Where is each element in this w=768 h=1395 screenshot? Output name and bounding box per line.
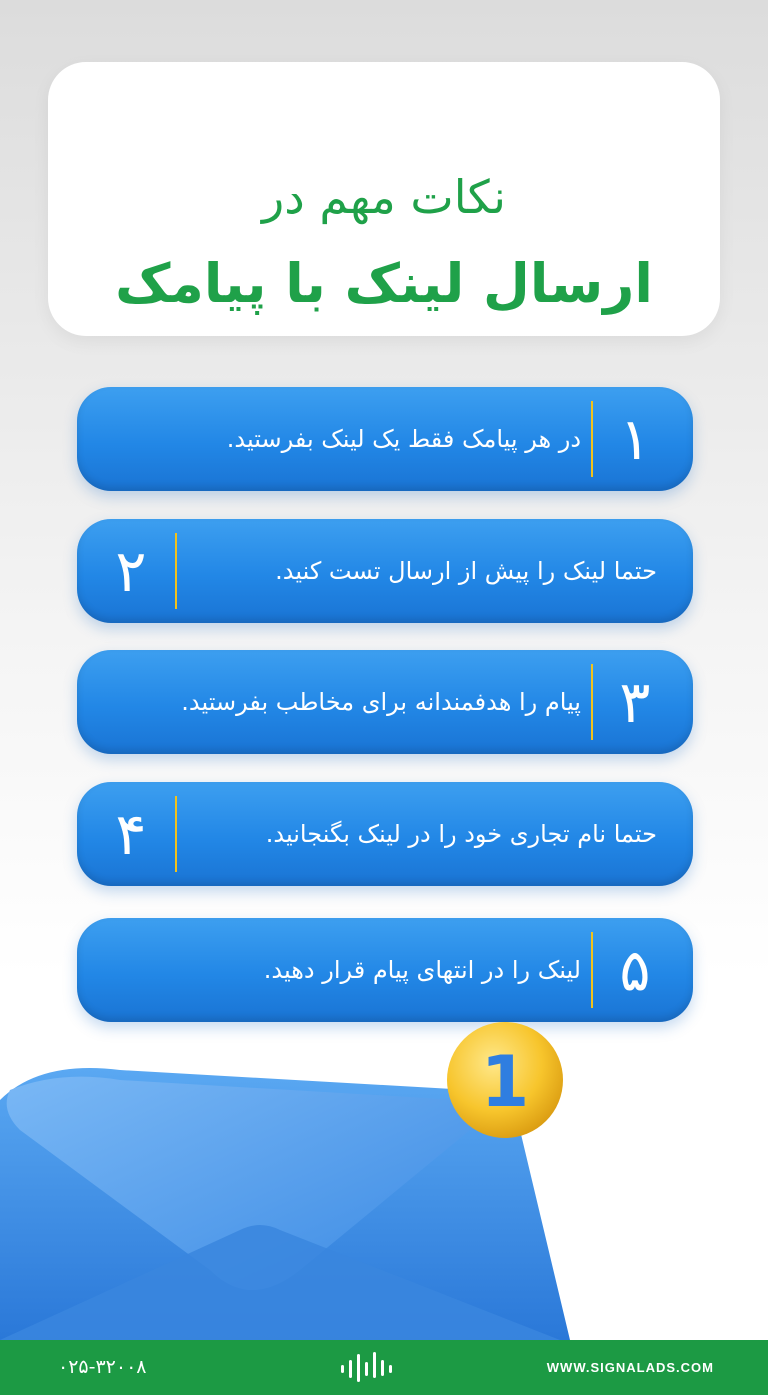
page-title-line1: نکات مهم در <box>262 170 506 224</box>
tip-text-4: حتما نام تجاری خود را در لینک بگنجانید. <box>265 820 657 848</box>
envelope-illustration <box>0 1020 768 1350</box>
tip-number-1: ۱ <box>619 405 651 473</box>
tip-number-3: ۳ <box>619 668 651 736</box>
tip-divider <box>591 664 593 740</box>
tip-card-3 <box>77 650 693 754</box>
tip-card-1 <box>77 387 693 491</box>
tip-card-2 <box>77 519 693 623</box>
tip-text-3: پیام را هدفمندانه برای مخاطب بفرستید. <box>181 688 581 716</box>
footer-website: WWW.SIGNALADS.COM <box>546 1360 714 1375</box>
footer-phone: ۰۲۵-۳۲۰۰۸ <box>58 1356 147 1378</box>
page-title-line2: ارسال لینک با پیامک <box>115 252 653 315</box>
tip-number-4: ۴ <box>115 800 147 868</box>
tip-text-5: لینک را در انتهای پیام قرار دهید. <box>263 956 581 984</box>
tip-card-5 <box>77 918 693 1022</box>
tip-divider <box>591 401 593 477</box>
tip-card-4 <box>77 782 693 886</box>
tip-number-5: ۵ <box>619 936 651 1004</box>
tip-number-2: ۲ <box>115 537 147 605</box>
tip-text-1: در هر پیامک فقط یک لینک بفرستید. <box>226 425 581 453</box>
tip-divider <box>591 932 593 1008</box>
tip-divider <box>175 796 177 872</box>
title-card <box>48 62 720 336</box>
tip-divider <box>175 533 177 609</box>
notification-count: 1 <box>480 1041 530 1123</box>
footer-bar <box>0 1340 768 1395</box>
tip-text-2: حتما لینک را پیش از ارسال تست کنید. <box>275 557 657 585</box>
sound-wave-icon <box>337 1350 397 1386</box>
